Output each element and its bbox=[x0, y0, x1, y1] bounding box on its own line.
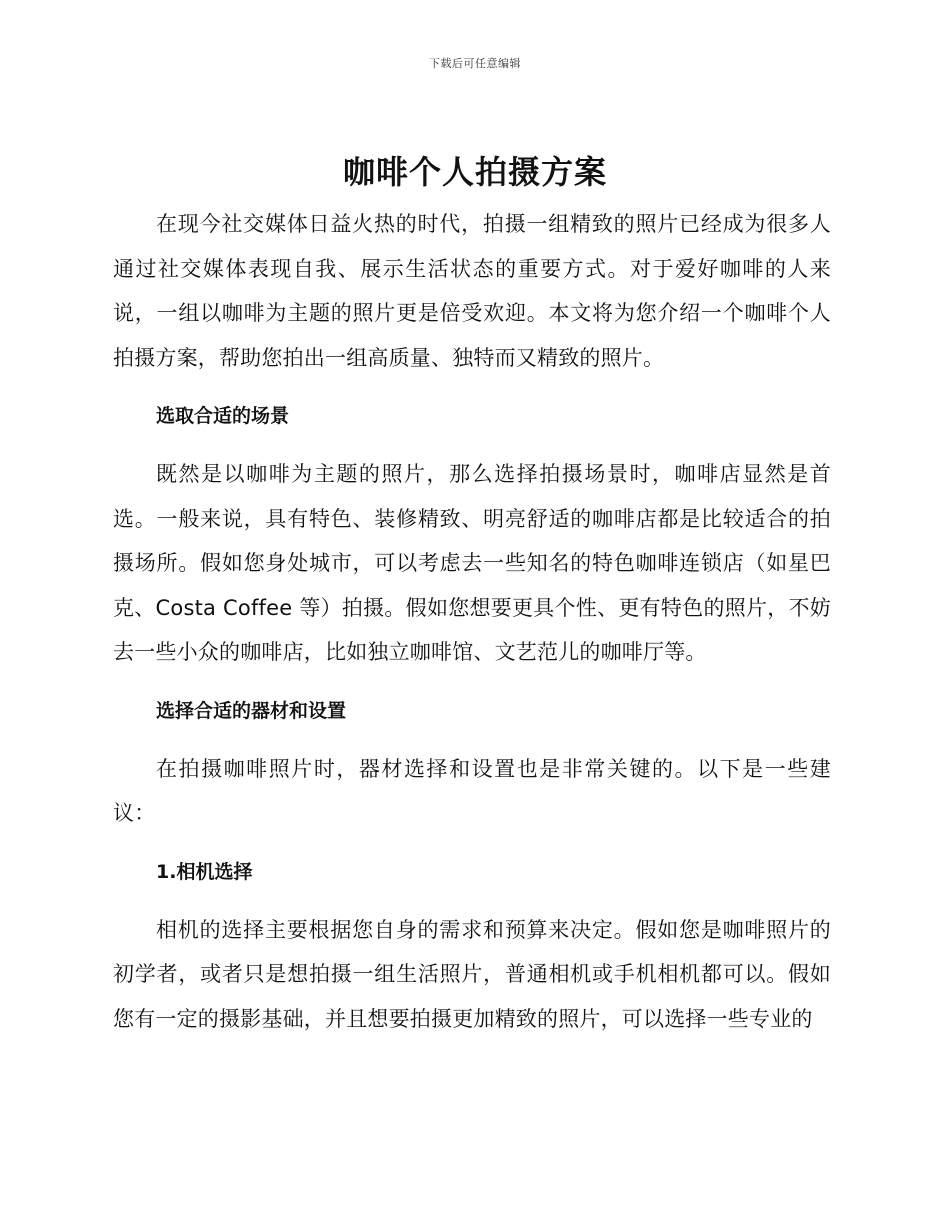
equipment-paragraph: 在拍摄咖啡照片时，器材选择和设置也是非常关键的。以下是一些建议： bbox=[113, 756, 831, 825]
section-heading-camera: 1.相机选择 bbox=[156, 860, 253, 883]
section-heading-scene: 选取合适的场景 bbox=[156, 405, 290, 427]
section-heading-equipment: 选择合适的器材和设置 bbox=[156, 699, 347, 722]
document-title: 咖啡个人拍摄方案 bbox=[342, 153, 607, 191]
scene-paragraph: 既然是以咖啡为主题的照片，那么选择拍摄场景时，咖啡店显然是首选。一般来说，具有特色、装修精致、明亮舒适的咖啡店都是比较适合的拍摄场所。假如您身处城市，可以考虑去一些知名的特色咖啡连锁店（如星巴克、Costa Coffee 等）拍摄。假如您想要更具个性、更有特色的照片，不妨去一些小众的咖啡店，比如独立咖啡馆、文艺范儿的咖啡厅等。 bbox=[113, 462, 831, 664]
intro-paragraph: 在现今社交媒体日益火热的时代，拍摄一组精致的照片已经成为很多人通过社交媒体表现自我、展示生活状态的重要方式。对于爱好咖啡的人来说，一组以咖啡为主题的照片更是倍受欢迎。本文将为您介绍一个咖啡个人拍摄方案，帮助您拍出一组高质量、独特而又精致的照片。 bbox=[113, 212, 831, 370]
header-note: 下载后可任意编辑 bbox=[429, 57, 521, 70]
camera-paragraph: 相机的选择主要根据您自身的需求和预算来决定。假如您是咖啡照片的初学者，或者只是想拍摄一组生活照片，普通相机或手机相机都可以。假如您有一定的摄影基础，并且想要拍摄更加精致的照片，可以选择一些专业的 bbox=[113, 917, 831, 1031]
document-body bbox=[113, 202, 831, 1041]
